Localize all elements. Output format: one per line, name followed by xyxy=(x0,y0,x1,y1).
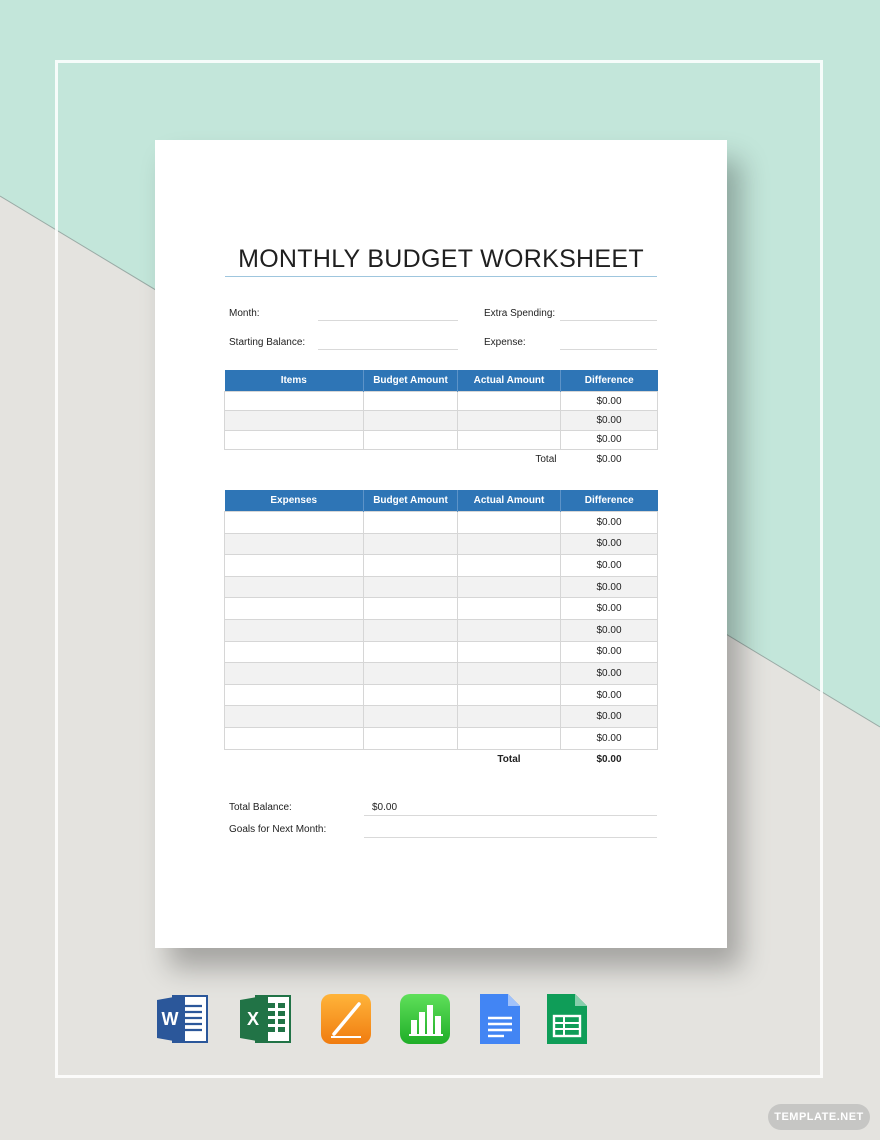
difference-cell: $0.00 xyxy=(561,641,658,663)
table-row xyxy=(225,533,658,555)
total-value: $0.00 xyxy=(561,449,658,469)
budget-amount-cell[interactable] xyxy=(364,533,458,555)
name-cell[interactable] xyxy=(225,512,364,534)
name-cell[interactable] xyxy=(225,533,364,555)
actual-amount-cell[interactable] xyxy=(458,576,561,598)
budget-amount-cell[interactable] xyxy=(364,663,458,685)
numbers-icon[interactable] xyxy=(398,992,452,1046)
total-row xyxy=(225,749,658,769)
total-value: $0.00 xyxy=(561,749,658,769)
google-docs-icon[interactable] xyxy=(474,992,528,1046)
difference-cell: $0.00 xyxy=(561,533,658,555)
budget-amount-cell[interactable] xyxy=(364,598,458,620)
budget-amount-cell[interactable] xyxy=(364,619,458,641)
table-row xyxy=(225,512,658,534)
starting-balance-field[interactable] xyxy=(318,349,458,350)
extra-spending-field[interactable] xyxy=(560,320,657,321)
table-row xyxy=(225,619,658,641)
table-row xyxy=(225,430,658,449)
header-actual-amount: Actual Amount xyxy=(458,490,561,512)
difference-cell: $0.00 xyxy=(561,512,658,534)
actual-amount-cell[interactable] xyxy=(458,684,561,706)
difference-cell: $0.00 xyxy=(561,684,658,706)
table-row xyxy=(225,706,658,728)
blank-cell xyxy=(364,449,458,469)
table-row xyxy=(225,663,658,685)
budget-amount-cell[interactable] xyxy=(364,411,458,430)
header-items: Items xyxy=(225,370,364,392)
month-field[interactable] xyxy=(318,320,458,321)
difference-cell: $0.00 xyxy=(561,555,658,577)
name-cell[interactable] xyxy=(225,684,364,706)
table-row xyxy=(225,727,658,749)
google-sheets-icon[interactable] xyxy=(541,992,595,1046)
table-row xyxy=(225,684,658,706)
actual-amount-cell[interactable] xyxy=(458,663,561,685)
table-row xyxy=(225,411,658,430)
difference-cell: $0.00 xyxy=(561,727,658,749)
header-difference: Difference xyxy=(561,370,658,392)
actual-amount-cell[interactable] xyxy=(458,512,561,534)
actual-amount-cell[interactable] xyxy=(458,392,561,411)
difference-cell: $0.00 xyxy=(561,598,658,620)
name-cell[interactable] xyxy=(225,411,364,430)
excel-icon-letter: X xyxy=(246,1009,260,1029)
header-expenses: Expenses xyxy=(225,490,364,512)
table-header-row xyxy=(225,370,658,392)
difference-cell: $0.00 xyxy=(561,430,658,449)
starting-balance-label: Starting Balance: xyxy=(229,337,306,348)
goals-label: Goals for Next Month: xyxy=(229,824,327,835)
name-cell[interactable] xyxy=(225,727,364,749)
name-cell[interactable] xyxy=(225,641,364,663)
total-balance-value: $0.00 xyxy=(372,802,398,813)
budget-amount-cell[interactable] xyxy=(364,641,458,663)
page-title: MONTHLY BUDGET WORKSHEET xyxy=(238,245,644,273)
table-row xyxy=(225,392,658,411)
table-header-row xyxy=(225,490,658,512)
name-cell[interactable] xyxy=(225,706,364,728)
table-row xyxy=(225,576,658,598)
actual-amount-cell[interactable] xyxy=(458,430,561,449)
worksheet-page xyxy=(155,140,727,948)
blank-cell xyxy=(225,449,364,469)
title-underline xyxy=(225,276,657,277)
budget-amount-cell[interactable] xyxy=(364,684,458,706)
expenses-table xyxy=(224,490,658,769)
actual-amount-cell[interactable] xyxy=(458,555,561,577)
items-table xyxy=(224,370,658,469)
total-balance-field[interactable] xyxy=(364,815,657,816)
budget-amount-cell[interactable] xyxy=(364,576,458,598)
header-difference: Difference xyxy=(561,490,658,512)
table-row xyxy=(225,555,658,577)
name-cell[interactable] xyxy=(225,430,364,449)
header-budget-amount: Budget Amount xyxy=(364,490,458,512)
extra-spending-label: Extra Spending: xyxy=(484,308,556,319)
name-cell[interactable] xyxy=(225,663,364,685)
name-cell[interactable] xyxy=(225,576,364,598)
goals-field[interactable] xyxy=(364,837,657,838)
actual-amount-cell[interactable] xyxy=(458,619,561,641)
actual-amount-cell[interactable] xyxy=(458,727,561,749)
actual-amount-cell[interactable] xyxy=(458,706,561,728)
difference-cell: $0.00 xyxy=(561,576,658,598)
total-balance-label: Total Balance: xyxy=(229,802,292,813)
word-icon[interactable] xyxy=(155,992,209,1046)
name-cell[interactable] xyxy=(225,392,364,411)
budget-amount-cell[interactable] xyxy=(364,392,458,411)
blank-cell xyxy=(364,749,458,769)
template-net-badge[interactable]: TEMPLATE.NET xyxy=(768,1104,870,1130)
total-label: Total xyxy=(458,749,561,769)
difference-cell: $0.00 xyxy=(561,663,658,685)
table-row xyxy=(225,641,658,663)
actual-amount-cell[interactable] xyxy=(458,598,561,620)
month-label: Month: xyxy=(229,308,260,319)
actual-amount-cell[interactable] xyxy=(458,533,561,555)
difference-cell: $0.00 xyxy=(561,392,658,411)
header-budget-amount: Budget Amount xyxy=(364,370,458,392)
name-cell[interactable] xyxy=(225,555,364,577)
blank-cell xyxy=(225,749,364,769)
name-cell[interactable] xyxy=(225,598,364,620)
difference-cell: $0.00 xyxy=(561,619,658,641)
difference-cell: $0.00 xyxy=(561,706,658,728)
actual-amount-cell[interactable] xyxy=(458,641,561,663)
pages-icon[interactable] xyxy=(319,992,373,1046)
word-icon-letter: W xyxy=(161,1009,179,1029)
actual-amount-cell[interactable] xyxy=(458,411,561,430)
budget-amount-cell[interactable] xyxy=(364,430,458,449)
total-row xyxy=(225,449,658,469)
name-cell[interactable] xyxy=(225,619,364,641)
expense-label: Expense: xyxy=(484,337,526,348)
budget-amount-cell[interactable] xyxy=(364,555,458,577)
total-label: Total xyxy=(458,449,561,469)
excel-icon[interactable] xyxy=(238,992,292,1046)
difference-cell: $0.00 xyxy=(561,411,658,430)
budget-amount-cell[interactable] xyxy=(364,706,458,728)
expense-field[interactable] xyxy=(560,349,657,350)
table-row xyxy=(225,598,658,620)
budget-amount-cell[interactable] xyxy=(364,727,458,749)
header-actual-amount: Actual Amount xyxy=(458,370,561,392)
budget-amount-cell[interactable] xyxy=(364,512,458,534)
